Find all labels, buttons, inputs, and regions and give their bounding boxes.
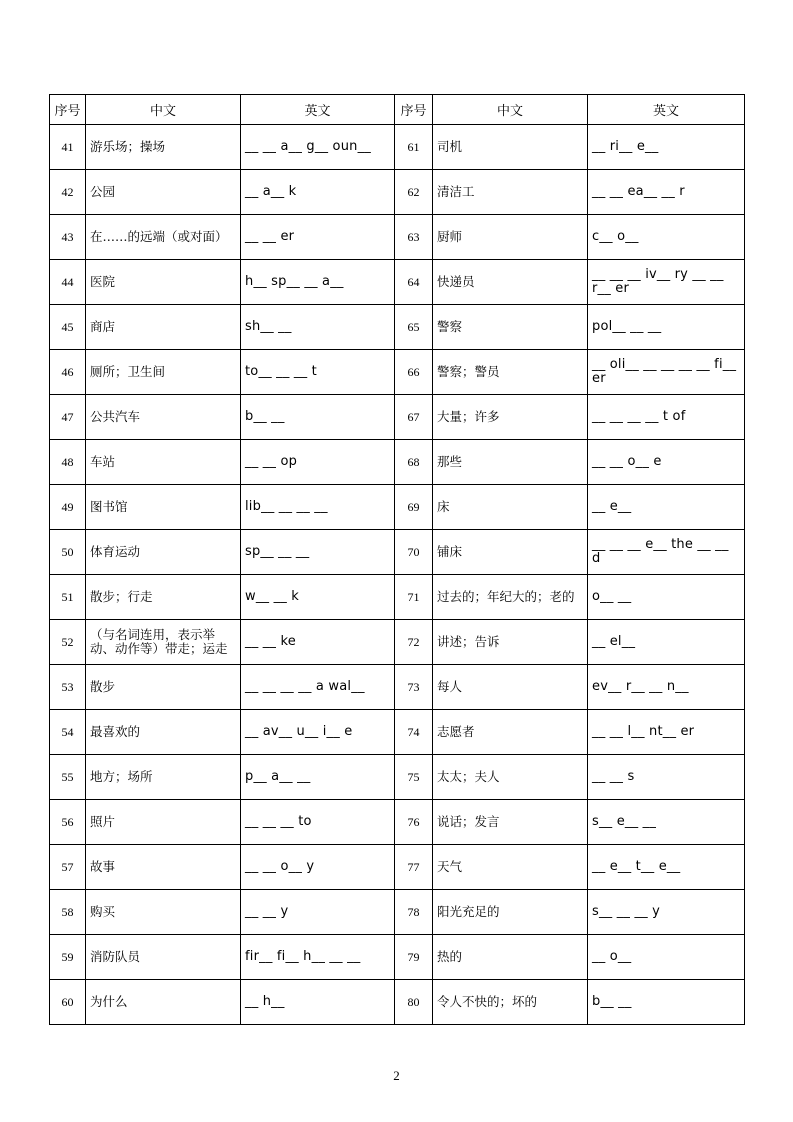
chinese-meaning: 床 (433, 485, 588, 530)
chinese-meaning: 商店 (86, 305, 241, 350)
item-number: 48 (50, 440, 86, 485)
item-number: 47 (50, 395, 86, 440)
item-number: 50 (50, 530, 86, 575)
chinese-meaning: 警察 (433, 305, 588, 350)
chinese-meaning: 车站 (86, 440, 241, 485)
item-number: 71 (395, 575, 433, 620)
table-row (50, 890, 745, 935)
header-row (50, 95, 745, 125)
item-number: 57 (50, 845, 86, 890)
english-blank: __ e__ (588, 485, 745, 530)
chinese-meaning: 志愿者 (433, 710, 588, 755)
item-number: 54 (50, 710, 86, 755)
table-row (50, 665, 745, 710)
item-number: 70 (395, 530, 433, 575)
english-blank: p__ a__ __ (241, 755, 395, 800)
item-number: 43 (50, 215, 86, 260)
table-row (50, 125, 745, 170)
english-blank: s__ __ __ y (588, 890, 745, 935)
english-blank: h__ sp__ __ a__ (241, 260, 395, 305)
chinese-meaning: 说话；发言 (433, 800, 588, 845)
item-number: 63 (395, 215, 433, 260)
english-blank: pol__ __ __ (588, 305, 745, 350)
english-blank: __ __ s (588, 755, 745, 800)
header-english: 英文 (241, 95, 395, 125)
chinese-meaning: 购买 (86, 890, 241, 935)
item-number: 55 (50, 755, 86, 800)
table-row (50, 485, 745, 530)
chinese-meaning: 散步 (86, 665, 241, 710)
chinese-meaning: 阳光充足的 (433, 890, 588, 935)
english-blank: sp__ __ __ (241, 530, 395, 575)
item-number: 61 (395, 125, 433, 170)
chinese-meaning: 公园 (86, 170, 241, 215)
chinese-meaning: 警察；警员 (433, 350, 588, 395)
english-blank: __ __ op (241, 440, 395, 485)
table-row (50, 395, 745, 440)
chinese-meaning: 过去的；年纪大的；老的 (433, 575, 588, 620)
item-number: 46 (50, 350, 86, 395)
english-blank: c__ o__ (588, 215, 745, 260)
page-number: 2 (393, 1068, 400, 1083)
item-number: 53 (50, 665, 86, 710)
item-number: 76 (395, 800, 433, 845)
english-blank: __ __ __ __ t of (588, 395, 745, 440)
chinese-meaning: 最喜欢的 (86, 710, 241, 755)
english-blank: __ oli__ __ __ __ __ fi__ er (588, 350, 745, 395)
english-blank: __ el__ (588, 620, 745, 665)
chinese-meaning: 司机 (433, 125, 588, 170)
english-blank: __ __ __ iv__ ry __ __ r__ er (588, 260, 745, 305)
table-row (50, 980, 745, 1025)
item-number: 72 (395, 620, 433, 665)
header-number: 序号 (50, 95, 86, 125)
english-blank: sh__ __ (241, 305, 395, 350)
chinese-meaning: 图书馆 (86, 485, 241, 530)
table-row (50, 575, 745, 620)
item-number: 67 (395, 395, 433, 440)
chinese-meaning: 天气 (433, 845, 588, 890)
chinese-meaning: 地方；场所 (86, 755, 241, 800)
table-row (50, 800, 745, 845)
chinese-meaning: 在……的远端（或对面） (86, 215, 241, 260)
chinese-meaning: 医院 (86, 260, 241, 305)
chinese-meaning: 那些 (433, 440, 588, 485)
english-blank: __ h__ (241, 980, 395, 1025)
chinese-meaning: 快递员 (433, 260, 588, 305)
english-blank: b__ __ (241, 395, 395, 440)
chinese-meaning: 厨师 (433, 215, 588, 260)
item-number: 78 (395, 890, 433, 935)
item-number: 49 (50, 485, 86, 530)
table-body (50, 125, 745, 1025)
english-blank: __ __ er (241, 215, 395, 260)
english-blank: __ a__ k (241, 170, 395, 215)
item-number: 59 (50, 935, 86, 980)
item-number: 56 (50, 800, 86, 845)
english-blank: __ __ o__ e (588, 440, 745, 485)
english-blank: lib__ __ __ __ (241, 485, 395, 530)
table-row (50, 260, 745, 305)
item-number: 65 (395, 305, 433, 350)
item-number: 73 (395, 665, 433, 710)
item-number: 79 (395, 935, 433, 980)
chinese-meaning: 游乐场；操场 (86, 125, 241, 170)
table-row (50, 170, 745, 215)
english-blank: o__ __ (588, 575, 745, 620)
header-number: 序号 (395, 95, 433, 125)
chinese-meaning: 故事 (86, 845, 241, 890)
chinese-meaning: 大量；许多 (433, 395, 588, 440)
table-row (50, 845, 745, 890)
english-blank: __ ri__ e__ (588, 125, 745, 170)
item-number: 68 (395, 440, 433, 485)
chinese-meaning: 公共汽车 (86, 395, 241, 440)
english-blank: w__ __ k (241, 575, 395, 620)
header-english: 英文 (588, 95, 745, 125)
item-number: 80 (395, 980, 433, 1025)
table-row (50, 350, 745, 395)
table-row (50, 215, 745, 260)
table-row (50, 935, 745, 980)
header-chinese: 中文 (86, 95, 241, 125)
item-number: 77 (395, 845, 433, 890)
english-blank: __ __ ke (241, 620, 395, 665)
english-blank: ev__ r__ __ n__ (588, 665, 745, 710)
chinese-meaning: 消防队员 (86, 935, 241, 980)
table-row (50, 755, 745, 800)
chinese-meaning: 照片 (86, 800, 241, 845)
english-blank: __ __ l__ nt__ er (588, 710, 745, 755)
item-number: 69 (395, 485, 433, 530)
chinese-meaning: 为什么 (86, 980, 241, 1025)
item-number: 44 (50, 260, 86, 305)
chinese-meaning: 散步；行走 (86, 575, 241, 620)
english-blank: s__ e__ __ (588, 800, 745, 845)
item-number: 41 (50, 125, 86, 170)
table-row (50, 530, 745, 575)
header-chinese: 中文 (433, 95, 588, 125)
item-number: 45 (50, 305, 86, 350)
table-row (50, 440, 745, 485)
table-row (50, 305, 745, 350)
english-blank: __ e__ t__ e__ (588, 845, 745, 890)
vocabulary-table (49, 94, 745, 1025)
chinese-meaning: 讲述；告诉 (433, 620, 588, 665)
english-blank: __ __ o__ y (241, 845, 395, 890)
chinese-meaning: 体育运动 (86, 530, 241, 575)
english-blank: __ __ __ to (241, 800, 395, 845)
item-number: 52 (50, 620, 86, 665)
item-number: 62 (395, 170, 433, 215)
english-blank: to__ __ __ t (241, 350, 395, 395)
english-blank: __ __ __ e__ the __ __ d (588, 530, 745, 575)
chinese-meaning: 清洁工 (433, 170, 588, 215)
item-number: 51 (50, 575, 86, 620)
item-number: 64 (395, 260, 433, 305)
chinese-meaning: 热的 (433, 935, 588, 980)
english-blank: fir__ fi__ h__ __ __ (241, 935, 395, 980)
chinese-meaning: 铺床 (433, 530, 588, 575)
english-blank: __ av__ u__ i__ e (241, 710, 395, 755)
chinese-meaning: 厕所；卫生间 (86, 350, 241, 395)
chinese-meaning: 每人 (433, 665, 588, 710)
item-number: 75 (395, 755, 433, 800)
chinese-meaning: （与名词连用，表示举动、动作等）带走；运走 (86, 620, 241, 665)
english-blank: b__ __ (588, 980, 745, 1025)
chinese-meaning: 太太；夫人 (433, 755, 588, 800)
english-blank: __ o__ (588, 935, 745, 980)
english-blank: __ __ y (241, 890, 395, 935)
item-number: 42 (50, 170, 86, 215)
english-blank: __ __ ea__ __ r (588, 170, 745, 215)
english-blank: __ __ a__ g__ oun__ (241, 125, 395, 170)
item-number: 74 (395, 710, 433, 755)
english-blank: __ __ __ __ a wal__ (241, 665, 395, 710)
item-number: 60 (50, 980, 86, 1025)
item-number: 66 (395, 350, 433, 395)
chinese-meaning: 令人不快的；坏的 (433, 980, 588, 1025)
item-number: 58 (50, 890, 86, 935)
table-row (50, 710, 745, 755)
table-row (50, 620, 745, 665)
